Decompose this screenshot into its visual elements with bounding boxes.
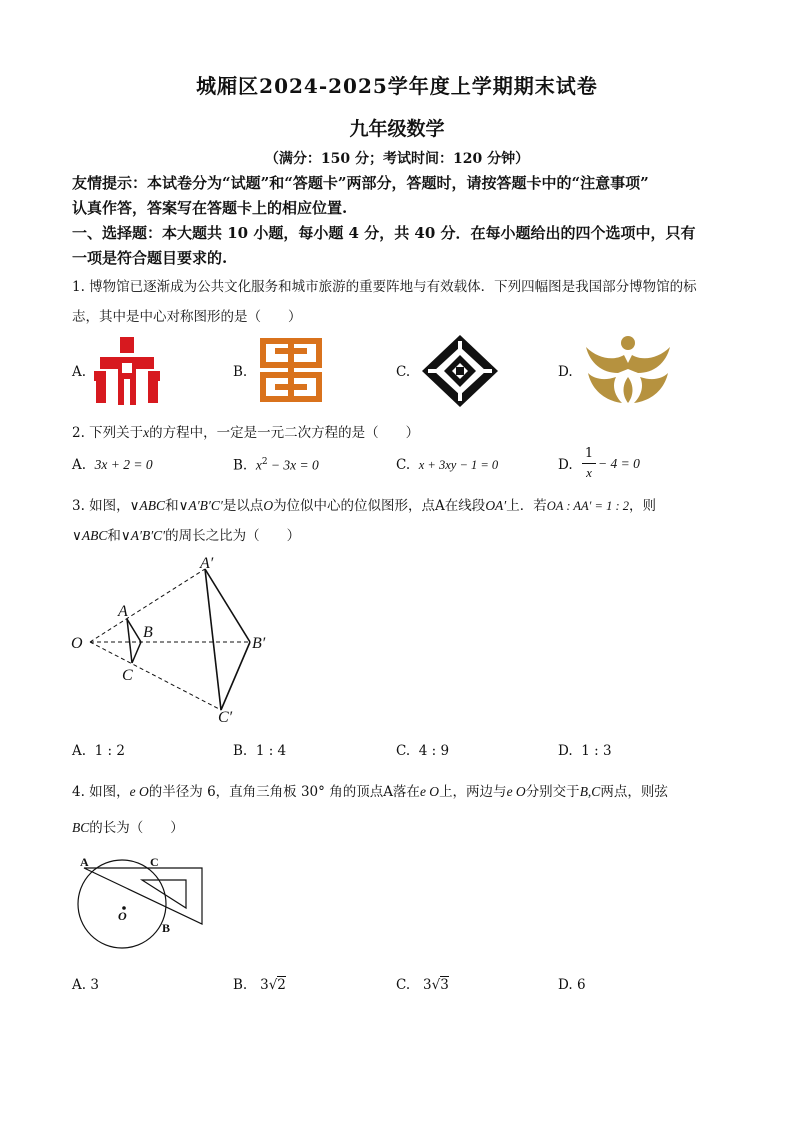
q3-l2-b: 的周长之比为（ ） bbox=[165, 528, 301, 544]
q4-circle-2: e O bbox=[419, 784, 440, 799]
exam-subtitle: 九年级数学 bbox=[349, 118, 445, 140]
q2-stem bbox=[72, 421, 419, 441]
q3-option-a-label: A. bbox=[72, 743, 87, 759]
score-info: （满分：150 分；考试时间：120 分钟） bbox=[264, 151, 530, 167]
q4-label-c: C bbox=[150, 855, 159, 869]
q3-label-a: A bbox=[118, 603, 128, 620]
q4-option-b bbox=[233, 977, 286, 993]
q1-line-2: 志，其中是中心对称图形的是（ ） bbox=[72, 309, 302, 325]
q1-line-1: 1. 博物馆已逐渐成为公共文化服务和城市旅游的重要阵地与有效载体．下列四幅图是我国部分博物馆的标 bbox=[72, 279, 697, 295]
q3-option-b-value: 1 : 4 bbox=[255, 743, 287, 759]
q4-option-b-coef: 3 bbox=[260, 977, 269, 993]
q4-option-d-value: 6 bbox=[576, 977, 586, 993]
q2-option-d-tail: − 4 = 0 bbox=[598, 456, 640, 471]
section1-line-2: 一项是符合题目要求的. bbox=[72, 249, 228, 267]
q3-l1-b: 和 bbox=[165, 498, 179, 514]
q2-option-d-denominator: x bbox=[586, 465, 592, 480]
q4-circle-1: e O bbox=[129, 784, 149, 799]
q3-label-c-prime: C′ bbox=[218, 709, 233, 726]
q2-option-b-expr-a: x bbox=[255, 457, 262, 473]
q2-option-c-expr: x + 3xy − 1 = 0 bbox=[418, 458, 499, 472]
museum-logo-c-icon bbox=[420, 333, 500, 409]
q2-option-b bbox=[233, 457, 319, 474]
q2-option-c bbox=[396, 457, 498, 473]
q3-option-d bbox=[558, 743, 612, 759]
q2-option-a-expr: 3x + 2 = 0 bbox=[94, 457, 153, 472]
q2-option-d-label: D. bbox=[558, 457, 573, 473]
q3-label-a-prime: A′ bbox=[200, 555, 214, 572]
q4-l1-a: 4. 如图， bbox=[72, 784, 130, 800]
q3-option-b-label: B. bbox=[233, 743, 248, 759]
q2-option-b-sup: 2 bbox=[261, 457, 268, 467]
q1-option-c-label: C. bbox=[396, 364, 411, 380]
q3-option-c-value: 4 : 9 bbox=[418, 743, 450, 759]
q3-option-c-label: C. bbox=[396, 743, 411, 759]
q2-option-a-label: A. bbox=[72, 457, 87, 473]
q3-l1-f: ，则 bbox=[629, 498, 656, 514]
q4-option-d-label: D. bbox=[558, 977, 573, 993]
q3-option-d-value: 1 : 3 bbox=[581, 743, 612, 759]
q4-option-a-value: 3 bbox=[90, 977, 99, 993]
q4-l1-c: 上，两边与 bbox=[439, 784, 507, 800]
q4-option-c-radicand: 3 bbox=[440, 977, 449, 993]
q3-label-b-prime: B′ bbox=[252, 635, 266, 652]
q3-option-a-value: 1 : 2 bbox=[94, 743, 125, 759]
q4-option-d bbox=[558, 977, 586, 993]
section1-line-1: 一、选择题：本大题共 10 小题，每小题 4 分，共 40 分．在每小题给出的四个选项中，只有 bbox=[72, 224, 696, 242]
q2-option-d-fraction-bar bbox=[582, 463, 596, 464]
exam-title: 城厢区2024-2025学年度上学期期末试卷 bbox=[196, 74, 598, 98]
q3-point-o: O bbox=[263, 498, 274, 513]
q4-line-1 bbox=[72, 780, 668, 800]
q3-l1-e: 上．若 bbox=[506, 498, 547, 514]
q1-option-d-label: D. bbox=[558, 364, 573, 380]
museum-logo-d-icon bbox=[584, 333, 672, 405]
q4-option-b-label: B. bbox=[233, 977, 248, 993]
q4-label-a: A bbox=[80, 855, 89, 869]
q3-option-b bbox=[233, 743, 286, 759]
q3-option-c bbox=[396, 743, 449, 759]
q2-stem-suffix: 的方程中，一定是一元二次方程的是（ ） bbox=[149, 425, 420, 441]
museum-logo-a-icon bbox=[92, 335, 162, 405]
q4-option-c-coef: 3 bbox=[423, 977, 432, 993]
q3-line-2 bbox=[72, 524, 300, 544]
q4-option-c-label: C. bbox=[396, 977, 411, 993]
q4-l1-d: 分别交于 bbox=[525, 784, 580, 800]
q4-option-a bbox=[72, 977, 99, 993]
q2-option-b-label: B. bbox=[233, 457, 248, 474]
q3-segment: OA′ bbox=[485, 498, 507, 513]
q3-homothety-figure bbox=[66, 552, 286, 727]
q3-l2-a: 和 bbox=[107, 528, 121, 544]
q3-option-a bbox=[72, 743, 125, 759]
q3-label-o: O bbox=[71, 635, 83, 652]
q2-option-b-expr-b: − 3x = 0 bbox=[267, 457, 319, 473]
q4-label-b: B bbox=[162, 921, 171, 935]
q4-l2: 的长为（ ） bbox=[89, 820, 184, 836]
museum-logo-b-icon bbox=[257, 335, 325, 405]
q4-l1-b: 的半径为 6，直角三角板 30° 角的顶点A落在 bbox=[148, 784, 420, 800]
q1-option-b-label: B. bbox=[233, 364, 248, 380]
q2-option-c-label: C. bbox=[396, 457, 411, 473]
q4-chord: BC bbox=[72, 820, 90, 835]
q2-stem-prefix: 2. 下列关于 bbox=[72, 425, 144, 441]
q3-tri-a2b2c2: ∨A′B′C′ bbox=[178, 498, 223, 513]
notice-line-1: 友情提示：本试卷分为“试题”和“答题卡”两部分，答题时，请按答题卡中的“注意事项” bbox=[72, 174, 649, 192]
q4-circle-triangle-figure bbox=[72, 848, 212, 958]
q4-points: B,C bbox=[579, 784, 601, 799]
q4-option-c-sqrt-icon: √ bbox=[431, 977, 441, 993]
q4-option-c bbox=[396, 977, 449, 993]
q3-ratio: OA : AA′ = 1 : 2 bbox=[546, 499, 629, 513]
q3-l1-a: 3. 如图， bbox=[72, 498, 130, 514]
q4-line-2 bbox=[72, 816, 184, 836]
q4-circle-3: e O bbox=[506, 784, 526, 799]
q4-label-o: O bbox=[118, 909, 127, 923]
notice-line-2: 认真作答，答案写在答题卡上的相应位置. bbox=[72, 199, 348, 217]
q3-label-b: B bbox=[143, 624, 153, 641]
q3-line-1 bbox=[72, 494, 656, 514]
q4-option-b-sqrt-icon: √ bbox=[268, 977, 278, 993]
q3-option-d-label: D. bbox=[558, 743, 573, 759]
q4-option-a-label: A. bbox=[72, 977, 87, 993]
q4-option-b-radicand: 2 bbox=[277, 977, 286, 993]
q2-stem-var: x bbox=[143, 425, 150, 440]
q1-option-a-label: A. bbox=[72, 364, 87, 380]
q2-option-a bbox=[72, 457, 153, 473]
q3-l1-d: 为位似中心的位似图形，点A在线段 bbox=[273, 498, 486, 514]
q3-tri-abc: ∨ABC bbox=[129, 498, 166, 513]
q3-l2-tri-abc: ∨ABC bbox=[72, 528, 108, 543]
q3-label-c: C bbox=[122, 667, 133, 684]
q3-l1-c: 是以点 bbox=[222, 498, 264, 514]
q3-l2-tri-a2b2c2: ∨A′B′C′ bbox=[120, 528, 166, 543]
q4-l1-e: 两点，则弦 bbox=[600, 784, 668, 800]
q2-option-d-numerator: 1 bbox=[584, 446, 594, 461]
